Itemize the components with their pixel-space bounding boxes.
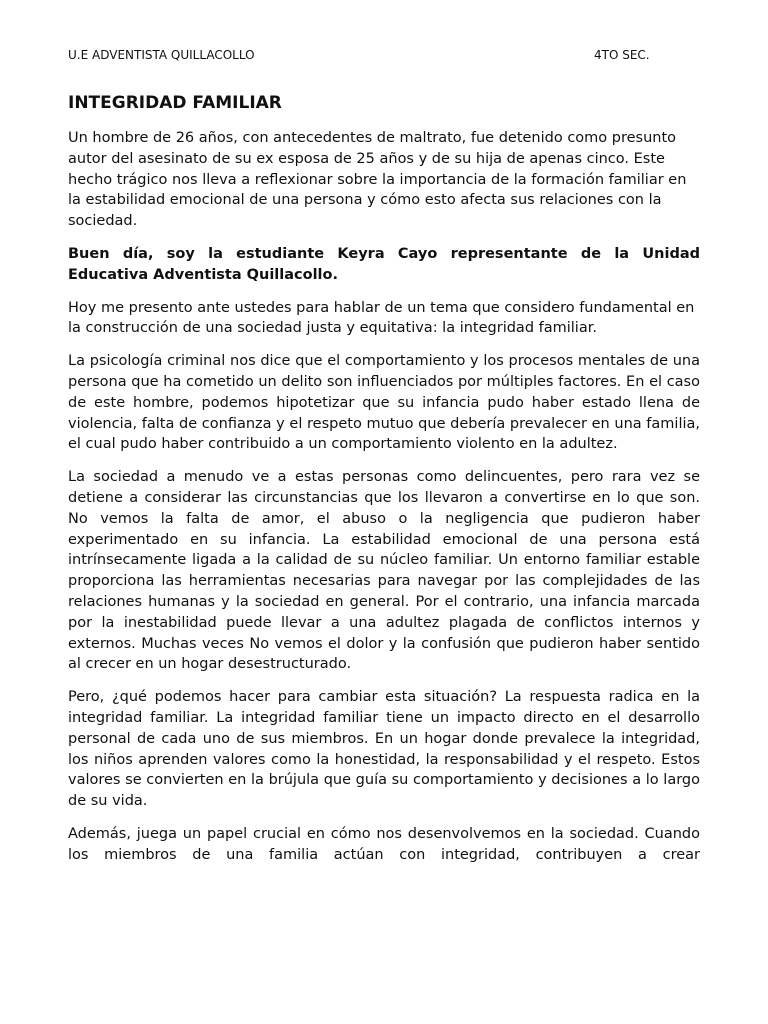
paragraph-closing: Además, juega un papel crucial en cómo nos desenvolvemos en la sociedad. Cuando los miembros de una familia actúan con integridad, contribuyen a crear (68, 825, 700, 863)
document-body (68, 128, 700, 878)
paragraph-solution: Pero, ¿qué podemos hacer para cambiar esta situación? La respuesta radica en la integridad familiar. La integridad familiar tiene un impacto directo en el desarrollo personal de cada uno de sus miembros. En un hogar donde prevalece la integridad, los niños aprenden valores como la honestidad, la responsabilidad y el respeto. Estos valores se convierten en la brújula que guía su comportamiento y decisiones a lo largo de su vida. (68, 689, 700, 810)
paragraph-society: La sociedad a menudo ve a estas personas como delincuentes, pero rara vez se detiene a considerar las circunstancias que los llevaron a convertirse en lo que son. No vemos la falta de amor, el abuso o la negligencia que pudieron haber experimentado en su infancia. La estabilidad emocional de una persona está intrínsecamente ligada a la calidad de su núcleo familiar. Un entorno familiar estable proporciona las herramientas necesarias para navegar por las complejidades de las relaciones humanas y la sociedad en general. Por el contrario, una infancia marcada por la inestabilidad puede llevar a una adultez plagada de conflictos internos y externos. Muchas veces No vemos el dolor y la confusión que pudieron haber sentido al crecer en un hogar desestructurado. (68, 469, 700, 673)
paragraph-topic: Hoy me presento ante ustedes para hablar de un tema que considero fundamental en la construcción de una sociedad justa y equitativa: la integridad familiar. (68, 299, 695, 337)
document-title: INTEGRIDAD FAMILIAR (68, 93, 282, 113)
grade-label: 4TO SEC. (594, 48, 650, 62)
paragraph-psychology: La psicología criminal nos dice que el comportamiento y los procesos mentales de una persona que ha cometido un delito son influenciados por múltiples factores. En el caso de este hombre, podemos hipotetizar que su infancia pudo haber estado llena de violencia, falta de confianza y el respeto mutuo que debería prevalecer en una familia, el cual pudo haber contribuido a un comportamiento violento en la adultez. (68, 353, 700, 453)
school-name: U.E ADVENTISTA QUILLACOLLO (68, 48, 255, 62)
page-header (68, 47, 700, 63)
paragraph-greeting: Buen día, soy la estudiante Keyra Cayo representante de la Unidad Educativa Adventista Quillacollo. (68, 245, 700, 283)
paragraph-intro: Un hombre de 26 años, con antecedentes de maltrato, fue detenido como presunto autor del asesinato de su ex esposa de 25 años y de su hija de apenas cinco. Este hecho trágico nos lleva a reflexionar sobre la importancia de la formación familiar en la estabilidad emocional de una persona y cómo esto afecta sus relaciones con la sociedad. (68, 130, 687, 230)
